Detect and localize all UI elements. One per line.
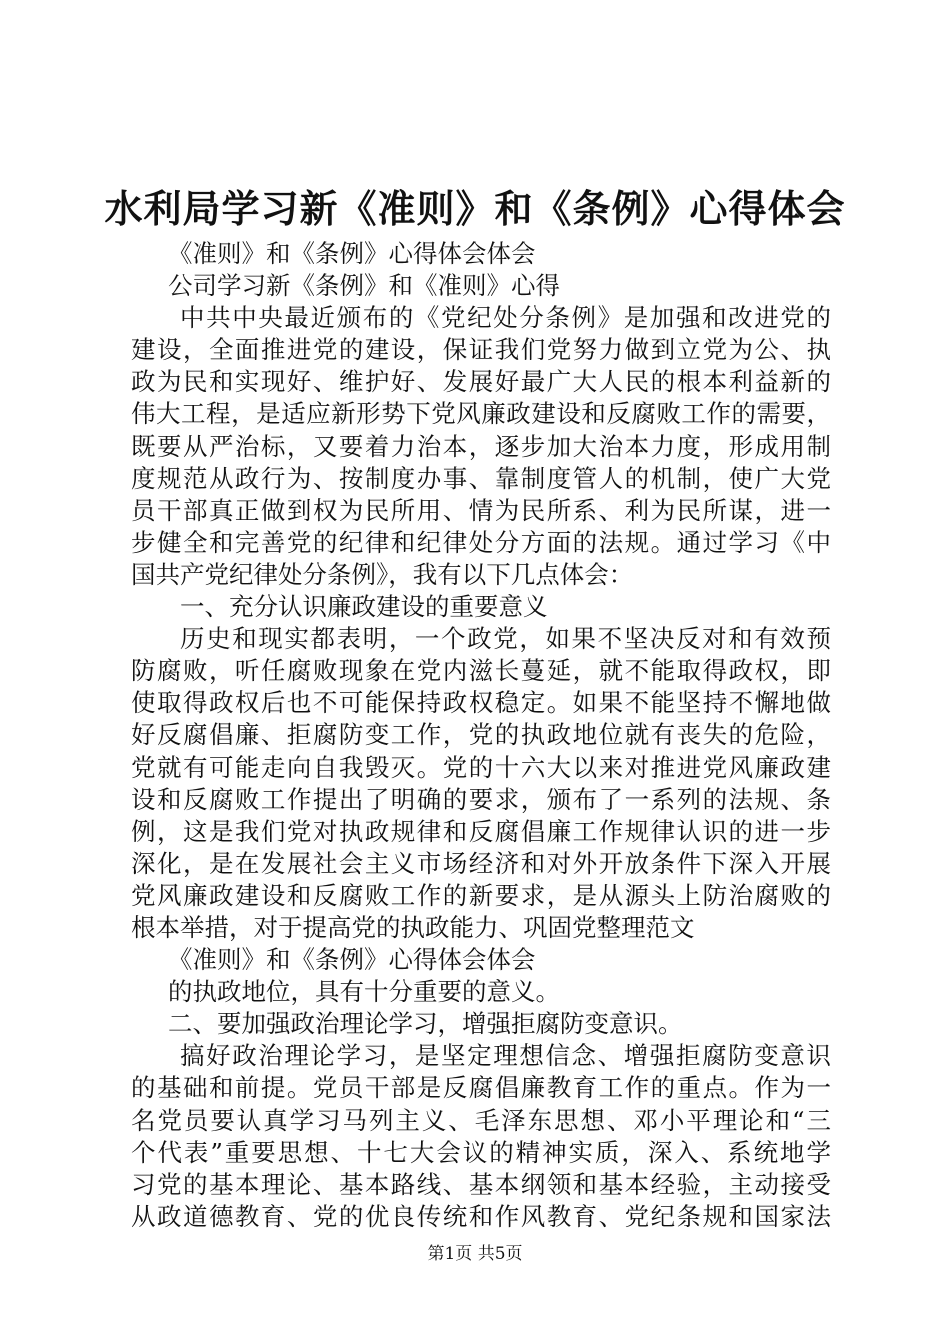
text-line: 深化，是在发展社会主义市场经济和对外开放条件下深入开展 [131,848,831,878]
text-line: 员干部真正做到权为民所用、情为民所系、利为民所谋，进一 [131,495,831,525]
text-line: 二、要加强政治理论学习，增强拒腐防变意识。 [168,1009,683,1039]
page-footer: 第1页 共5页 [427,1244,523,1264]
text-line: 《准则》和《条例》心得体会体会 [168,239,536,268]
text-line: 根本举措，对于提高党的执政能力、巩固党整理范文 [131,912,695,942]
text-line: 党风廉政建设和反腐败工作的新要求，是从源头上防治腐败的 [131,880,831,910]
text-line: 度规范从政行为、按制度办事、靠制度管人的机制，使广大党 [131,463,831,493]
text-line: 《准则》和《条例》心得体会体会 [168,945,536,975]
text-line: 例，这是我们党对执政规律和反腐倡廉工作规律认识的进一步 [131,816,831,846]
text-line: 一、充分认识廉政建设的重要意义 [180,592,548,622]
text-line: 名党员要认真学习马列主义、毛泽东思想、邓小平理论和“三 [131,1105,831,1135]
text-line: 历史和现实都表明，一个政党，如果不坚决反对和有效预 [180,624,831,654]
text-line: 防腐败，听任腐败现象在党内滋长蔓延，就不能取得政权，即 [131,656,831,686]
text-line: 中共中央最近颁布的《党纪处分条例》是加强和改进党的 [180,303,831,333]
text-line: 党就有可能走向自我毁灭。党的十六大以来对推进党风廉政建 [131,752,831,782]
text-line: 好反腐倡廉、拒腐防变工作，党的执政地位就有丧失的危险， [131,720,831,750]
text-line: 政为民和实现好、维护好、发展好最广大人民的根本利益新的 [131,367,831,397]
text-line: 建设，全面推进党的建设，保证我们党努力做到立党为公、执 [131,335,831,365]
text-line: 使取得政权后也不可能保持政权稳定。如果不能坚持不懈地做 [131,688,831,718]
text-line: 公司学习新《条例》和《准则》心得 [168,271,560,301]
text-line: 的基础和前提。党员干部是反腐倡廉教育工作的重点。作为一 [131,1073,831,1103]
text-line: 个代表”重要思想、十七大会议的精神实质，深入、系统地学 [131,1137,831,1167]
text-line: 搞好政治理论学习，是坚定理想信念、增强拒腐防变意识 [180,1041,831,1071]
page-title: 水利局学习新《准则》和《条例》心得体会 [104,186,846,231]
text-line: 国共产党纪律处分条例》，我有以下几点体会： [131,559,634,589]
text-line: 从政道德教育、党的优良传统和作风教育、党纪条规和国家法 [131,1201,831,1231]
text-line: 习党的基本理论、基本路线、基本纲领和基本经验，主动接受 [131,1169,831,1199]
document-body [131,238,831,1233]
text-line: 既要从严治标，又要着力治本，逐步加大治本力度，形成用制 [131,431,831,461]
text-line: 设和反腐败工作提出了明确的要求，颁布了一系列的法规、条 [131,784,831,814]
text-line: 的执政地位，具有十分重要的意义。 [168,977,560,1007]
text-line: 步健全和完善党的纪律和纪律处分方面的法规。通过学习《中 [131,527,831,557]
text-line: 伟大工程，是适应新形势下党风廉政建设和反腐败工作的需要， [131,399,831,429]
